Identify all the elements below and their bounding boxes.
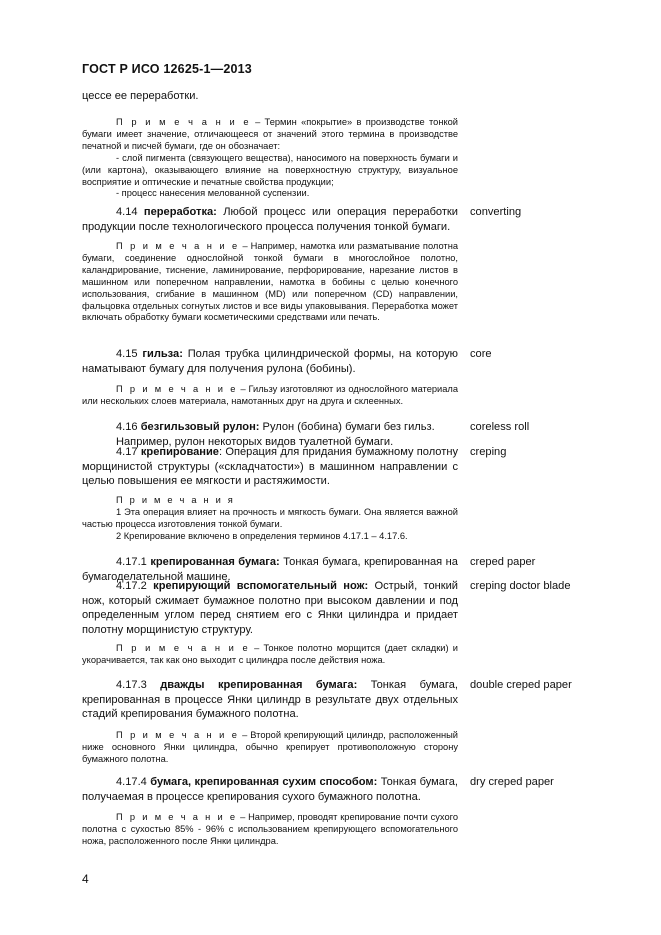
term-4-17-4 — [82, 775, 458, 804]
note-label: П р и м е ч а н и е — [116, 643, 250, 653]
term-definition: Рулон (бобина) бумаги без гильз. — [259, 421, 435, 433]
continuation-text — [82, 89, 458, 104]
term-english: creping doctor blade — [470, 580, 571, 592]
note-item: 2 Крепирование включено в определения терминов 4.17.1 – 4.17.6. — [116, 530, 408, 541]
term-number: 4.17.1 — [116, 556, 151, 568]
term-definition: Любой процесс или операция переработки продукции после технологического процесса получения тонкой бумаги. — [82, 206, 458, 233]
term-number: 4.17.3 — [116, 679, 161, 691]
note-text: – Второй крепирующий цилиндр, расположенный ниже основного Янки цилиндра, обычно крепирует противоположную сторону бумажного полотна. — [82, 730, 459, 764]
term-name: гильза: — [142, 348, 183, 360]
term-name: крепирование — [140, 446, 219, 458]
note-label: П р и м е ч а н и е — [116, 241, 240, 251]
term-number: 4.17.2 — [116, 580, 154, 592]
term-definition: Тонкая бумага, крепированная на бумагоделательной машине. — [82, 556, 458, 583]
note-4-17-4 — [82, 812, 458, 848]
note-text: – Гильзу изготовляют из однослойного материала или нескольких слоев материала, намотанных друг на друга и склеенных. — [82, 384, 458, 406]
term-name: дважды крепированная бумага: — [160, 679, 358, 691]
note-4-17-3 — [82, 730, 458, 766]
term-definition: Острый, тонкий нож, который сжимает бумажное полотно при высоком давлении и под определенным углом перед снятием его с Янки цилиндра и придает полотну морщинистую структуру. — [82, 580, 458, 636]
note-text: – Тонкое полотно морщится (дает складки) и укорачивается, так как оно выходит с цилиндра после действия ножа. — [82, 643, 458, 665]
term-english: dry creped paper — [470, 776, 554, 788]
term-definition: Полая трубка цилиндрической формы, на которую наматывают бумагу для получения рулона (бобины). — [82, 348, 458, 375]
term-english: creped paper — [470, 556, 536, 568]
note-coating — [82, 117, 458, 200]
term-number: 4.16 — [116, 421, 141, 433]
note-4-17-2 — [82, 643, 458, 667]
term-definition: Тонкая бумага, крепированная в процессе Янки цилиндр в результате двух отдельных стадий крепирования бумажного полотна. — [82, 679, 458, 721]
note-item: 1 Эта операция влияет на прочность и мягкость бумаги. Она является важной частью процесса изготовления тонкой бумаги. — [82, 506, 458, 529]
note-label: П р и м е ч а н и е — [116, 730, 240, 740]
term-name: крепирующий вспомогательный нож: — [153, 580, 369, 592]
term-english: double creped paper — [470, 679, 572, 691]
term-name: безгильзовый рулон: — [140, 421, 260, 433]
term-number: 4.17 — [116, 446, 141, 458]
notes-4-17 — [82, 495, 458, 543]
term-definition: Тонкая бумага, получаемая в процессе крепирования сухого бумажного полотна. — [82, 776, 459, 803]
term-name: крепированная бумага: — [150, 556, 280, 568]
term-english: converting — [470, 206, 522, 218]
term-english: core — [470, 348, 492, 360]
notes-label: П р и м е ч а н и я — [116, 495, 236, 505]
term-name: бумага, крепированная сухим способом: — [150, 776, 378, 788]
term-4-17-3 — [82, 678, 458, 722]
term-definition: : Операция для придания бумажному полотну морщинистой структуры («складчатости») в машинном направлении с целью повышения ее мягкости и растяжимости. — [82, 446, 458, 488]
term-4-17-2 — [82, 579, 458, 637]
note-label: П р и м е ч а н и е — [116, 384, 238, 394]
term-number: 4.17.4 — [116, 776, 151, 788]
document-header: ГОСТ Р ИСО 12625-1—2013 — [82, 62, 252, 76]
note-label: П р и м е ч а н и е — [116, 812, 238, 822]
term-4-17 — [82, 445, 458, 489]
note-text: – Термин «покрытие» в производстве тонкой бумаги имеет значение, отличающееся от значений этого термина в производстве печатной и писчей бумаги, где он обозначает: — [82, 117, 459, 151]
term-english: creping — [470, 446, 507, 458]
page-number: 4 — [82, 872, 89, 886]
note-item: - процесс нанесения мелованной суспензии. — [116, 188, 310, 199]
note-4-14 — [82, 241, 458, 324]
note-item: - слой пигмента (связующего вещества), наносимого на поверхность бумаги и (или картона), оказывающего влияние на поверхностную структуру, визуальное восприятие и оптические и печатные свойства продукции; — [82, 152, 458, 187]
term-name: переработка: — [143, 206, 217, 218]
note-4-15 — [82, 384, 458, 408]
continuation-line: цессе ее переработки. — [82, 90, 199, 102]
term-4-15 — [82, 347, 458, 376]
term-example: Например, рулон некоторых видов туалетной бумаги. — [116, 435, 394, 448]
term-4-14 — [82, 205, 458, 234]
note-text: – Например, проводят крепирование почти сухого полотна с сухостью 85% - 96% с использованием крепирующего вспомогательного ножа, расположенного после Янки цилиндра. — [82, 812, 458, 846]
term-english: coreless roll — [470, 421, 530, 433]
term-number: 4.14 — [116, 206, 144, 218]
note-label: П р и м е ч а н и е — [116, 117, 251, 127]
term-number: 4.15 — [116, 348, 143, 360]
note-text: – Например, намотка или разматывание полотна бумаги, соединение однослойной тонкой бумаги в многослойное полотно, каландрирование, тиснение, ламинирование, перфорирование, нарезание листов в машинном или поперечном направлении, намотка в бобины с целью конечного использования, сгибание в машинном (MD) или поперечном (CD) направлении, фальцовка отдельных согнутых листов и все виды упаковывания. Переработка может включать обработку бумаги косметическими средствами или печать. — [82, 241, 458, 323]
